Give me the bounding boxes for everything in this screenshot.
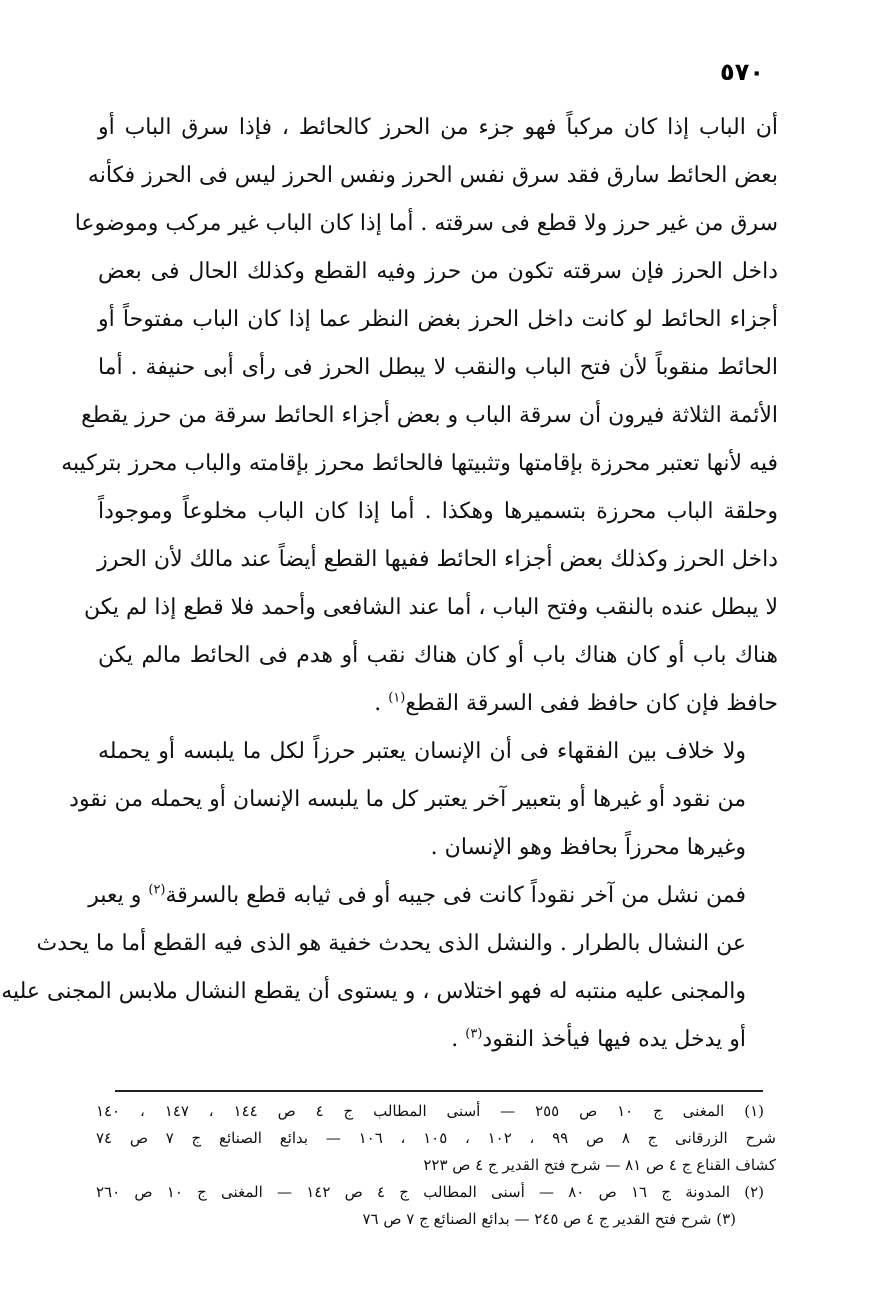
footnote-1: (١) المغنى ج ١٠ ص ٢٥٥ — أسنى المطالب ج ٤ ص ١٤٤ ، ١٤٧ ، ١٤٠ [96, 1102, 765, 1120]
text-line: والمجنى عليه منتبه له فهو اختلاس ، و يستوى أن يقطع النشال ملابس المجنى عليه [1, 979, 746, 1004]
text-line: الحائط منقوباً لأن فتح الباب والنقب لا يبطل الحرز فى رأى أبى حنيفة . أما [98, 355, 778, 380]
text-line: من نقود أو غيرها أو بتعبير آخر يعتبر كل ما يلبسه الإنسان أو يحمله من نقود [69, 787, 746, 812]
text-line-last [98, 1016, 778, 1064]
text-line: هناك باب أو كان هناك باب أو كان هناك نقب أو هدم فى الحائط مالم يكن [98, 643, 778, 668]
footnote-2: (٢) المدونة ج ١٦ ص ٨٠ — أسنى المطالب ج ٤ ص ١٤٢ — المغنى ج ١٠ ص ٢٦٠ [96, 1183, 765, 1201]
footnotes [96, 1098, 776, 1233]
line-tail: و يعبر [88, 883, 149, 908]
text-line: وحلقة الباب محرزة بتسميرها وهكذا . أما إذا كان الباب مخلوعاً وموجوداً [98, 499, 778, 524]
line-tail: . [374, 691, 389, 716]
paragraph-3 [1, 872, 778, 1064]
footnote-1-continued: شرح الزرقانى ج ٨ ص ٩٩ ، ١٠٢ ، ١٠٥ ، ١٠٦ — بدائع الصنائع ج ٧ ص ٧٤ [96, 1129, 776, 1147]
text-line: الأئمة الثلاثة فيرون أن سرقة الباب و بعض أجزاء الحائط سرقة من حرز يقطع [81, 403, 778, 428]
footnote-3: (٣) شرح فتح القدير ج ٤ ص ٢٤٥ — بدائع الصنائع ج ٧ ص ٧٦ [362, 1210, 736, 1228]
text-line: داخل الحرز وكذلك بعض أجزاء الحائط ففيها القطع أيضاً عند مالك لأن الحرز [97, 547, 778, 572]
footnote-reference: (٣) [465, 1026, 483, 1042]
page-number: ٥٧٠ [720, 58, 764, 86]
line-text: فمن نشل من آخر نقوداً كانت فى جيبه أو فى ثيابه قطع بالسرقة [165, 883, 746, 908]
footnote-reference: (٢) [148, 882, 166, 898]
footnote-divider [115, 1090, 763, 1092]
text-line-last [98, 680, 778, 728]
text-line [88, 872, 778, 920]
line-tail: . [451, 1027, 466, 1052]
footnote-reference: (١) [388, 690, 406, 706]
paragraph-1 [61, 104, 778, 728]
text-line: لا يبطل عنده بالنقب وفتح الباب ، أما عند الشافعى وأحمد فلا قطع إذا لم يكن [83, 595, 778, 620]
text-line-last: وغيرها محرزاً بحافظ وهو الإنسان . [430, 835, 746, 860]
line-text: أو يدخل يده فيها فيأخذ النقود [482, 1027, 746, 1052]
text-line: سرق من غير حرز ولا قطع فى سرقته . أما إذا كان الباب غير مركب وموضوعا [74, 211, 778, 236]
text-line: عن النشال بالطرار . والنشل الذى يحدث خفية هو الذى فيه القطع أما ما يحدث [36, 931, 746, 956]
main-text [1, 104, 778, 1064]
text-line: ولا خلاف بين الفقهاء فى أن الإنسان يعتبر حرزاً لكل ما يلبسه أو يحمله [98, 739, 746, 764]
paragraph-2 [69, 728, 778, 872]
footnote-1-continued: كشاف القناع ج ٤ ص ٨١ — شرح فتح القدير ج ٤ ص ٢٢٣ [423, 1156, 776, 1174]
text-line: أن الباب إذا كان مركباً فهو جزء من الحرز كالحائط ، فإذا سرق الباب أو [98, 115, 778, 140]
line-text: حافظ فإن كان حافظ ففى السرقة القطع [405, 691, 778, 716]
text-line: فيه لأنها تعتبر محرزة بإقامتها وتثبيتها فالحائط محرز بإقامته والباب محرز بتركيبه [61, 451, 778, 476]
text-line: أجزاء الحائط لو كانت داخل الحرز بغض النظر عما إذا كان الباب مفتوحاً أو [98, 307, 778, 332]
text-line: داخل الحرز فإن سرقته تكون من حرز وفيه القطع وكذلك الحال فى بعض [98, 259, 778, 284]
text-line: بعض الحائط سارق فقد سرق نفس الحرز ونفس الحرز ليس فى الحرز فكأنه [87, 163, 778, 188]
